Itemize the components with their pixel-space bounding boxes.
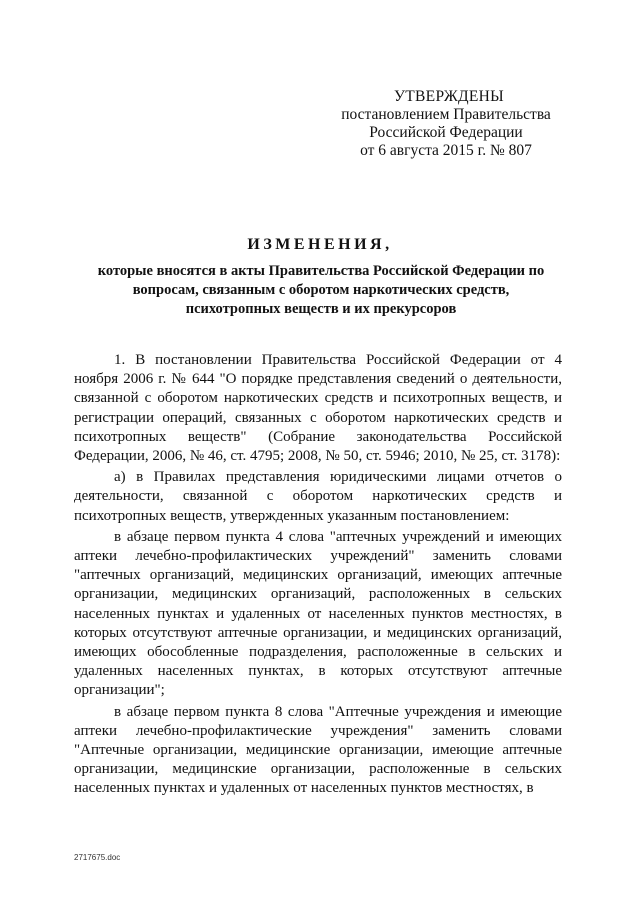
document-subtitle: которые вносятся в акты Правительства Российской Федерации по вопросам, связанным с оборотом наркотических средств, психотропных веществ и их прекурсоров bbox=[97, 263, 545, 317]
approval-line-country: Российской Федерации bbox=[369, 124, 523, 141]
approval-line-decree: постановлением Правительства bbox=[341, 106, 551, 123]
approval-stamp bbox=[330, 88, 562, 160]
document-title: ИЗМЕНЕНИЯ, bbox=[247, 236, 393, 253]
approval-heading: УТВЕРЖДЕНЫ bbox=[394, 88, 504, 105]
paragraph-1: 1. В постановлении Правительства Российской Федерации от 4 ноября 2006 г. № 644 "О порядке представления сведений о деятельности, связанной с оборотом наркотических средств и психотропных веществ, и регистрации операций, связанных с оборотом наркотических средств и психотропных веществ" (Собрание законодательства Российской Федерации, 2006, № 46, ст. 4795; 2008, № 50, ст. 5946; 2010, № 25, ст. 3178): bbox=[74, 352, 562, 465]
approval-line-date: от 6 августа 2015 г. № 807 bbox=[360, 142, 532, 159]
paragraph-3: в абзаце первом пункта 4 слова "аптечных учреждений и имеющих аптеки лечебно-профилактических учреждений" заменить словами "аптечных организаций, медицинских организаций, имеющих аптечные организации, медицинских организаций, расположенных в сельских населенных пунктах и удаленных от населенных пунктов местностях, в которых отсутствуют аптечные организации, и медицинских организаций, имеющих обособленные подразделения, расположенные в сельских и удаленных населенных пунктах, в которых отсутствуют аптечные организации"; bbox=[74, 528, 562, 699]
paragraph-2: а) в Правилах представления юридическими лицами отчетов о деятельности, связанной с оборотом наркотических средств и психотропных веществ, утвержденных указанным постановлением: bbox=[74, 469, 562, 524]
file-reference: 2717675.doc bbox=[74, 853, 121, 862]
paragraph-4: в абзаце первом пункта 8 слова "Аптечные учреждения и имеющие аптеки лечебно-профилактические учреждения" заменить словами "Аптечные организации, медицинские организации, имеющие аптечные организации, медицинские организации, расположенные в сельских населенных пунктах и удаленных от населенных пунктов местностях, в bbox=[74, 703, 562, 797]
document-body bbox=[74, 351, 562, 799]
